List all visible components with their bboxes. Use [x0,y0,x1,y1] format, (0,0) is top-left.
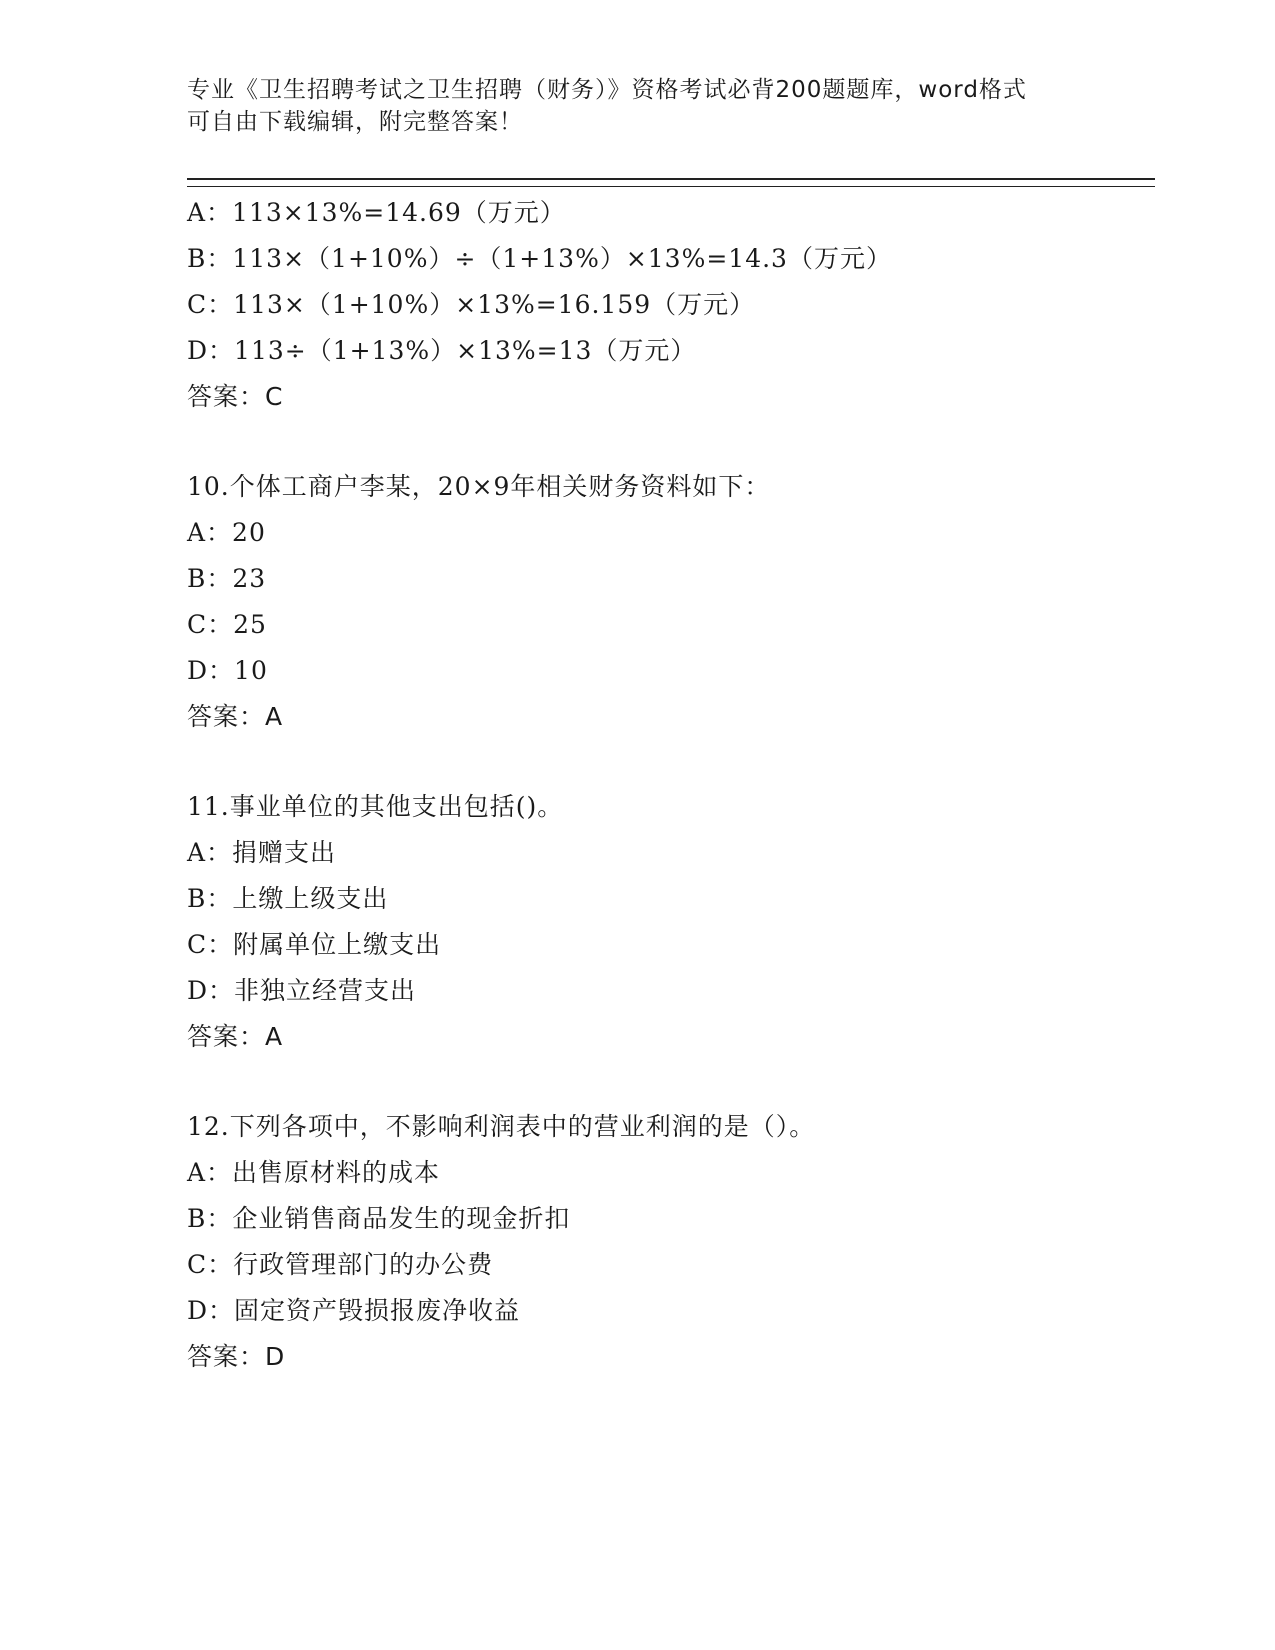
option-d: D：非独立经营支出 [187,976,417,1005]
option-a: A：113×13%=14.69（万元） [187,198,566,227]
option-c: C：25 [187,610,267,639]
option-c: C：行政管理部门的办公费 [187,1250,494,1279]
answer-line: 答案：C [187,382,284,411]
option-a: A：出售原材料的成本 [187,1158,441,1187]
question-12 [187,1104,1167,1380]
header-title-line1: 专业《卫生招聘考试之卫生招聘（财务）》资格考试必背200题题库，word格式 [187,77,1027,103]
option-b: B：23 [187,564,267,593]
question-9-continued [187,190,1167,420]
option-d: D：固定资产毁损报废净收益 [187,1296,521,1325]
answer-line: 答案：A [187,1022,284,1051]
question-stem: 12.下列各项中，不影响利润表中的营业利润的是（）。 [187,1112,816,1141]
option-c: C：附属单位上缴支出 [187,930,442,959]
question-stem: 10.个体工商户李某，20×9年相关财务资料如下： [187,472,771,501]
question-10 [187,464,1167,740]
spacer [187,740,1167,784]
question-11 [187,784,1167,1060]
option-b: B：上缴上级支出 [187,884,389,913]
header-divider [187,178,1155,187]
spacer [187,1060,1167,1104]
question-stem: 11.事业单位的其他支出包括()。 [187,792,564,821]
option-b: B：113×（1+10%）÷（1+13%）×13%=14.3（万元） [187,244,892,273]
document-header [187,74,1087,138]
option-d: D：10 [187,656,268,685]
answer-line: 答案：A [187,702,284,731]
question-list [187,190,1167,1380]
header-title-line2: 可自由下载编辑，附完整答案！ [187,109,523,135]
option-c: C：113×（1+10%）×13%=16.159（万元） [187,290,756,319]
option-a: A：捐赠支出 [187,838,337,867]
answer-line: 答案：D [187,1342,286,1371]
spacer [187,420,1167,464]
option-a: A：20 [187,518,266,547]
option-d: D：113÷（1+13%）×13%=13（万元） [187,336,697,365]
option-b: B：企业销售商品发生的现金折扣 [187,1204,571,1233]
